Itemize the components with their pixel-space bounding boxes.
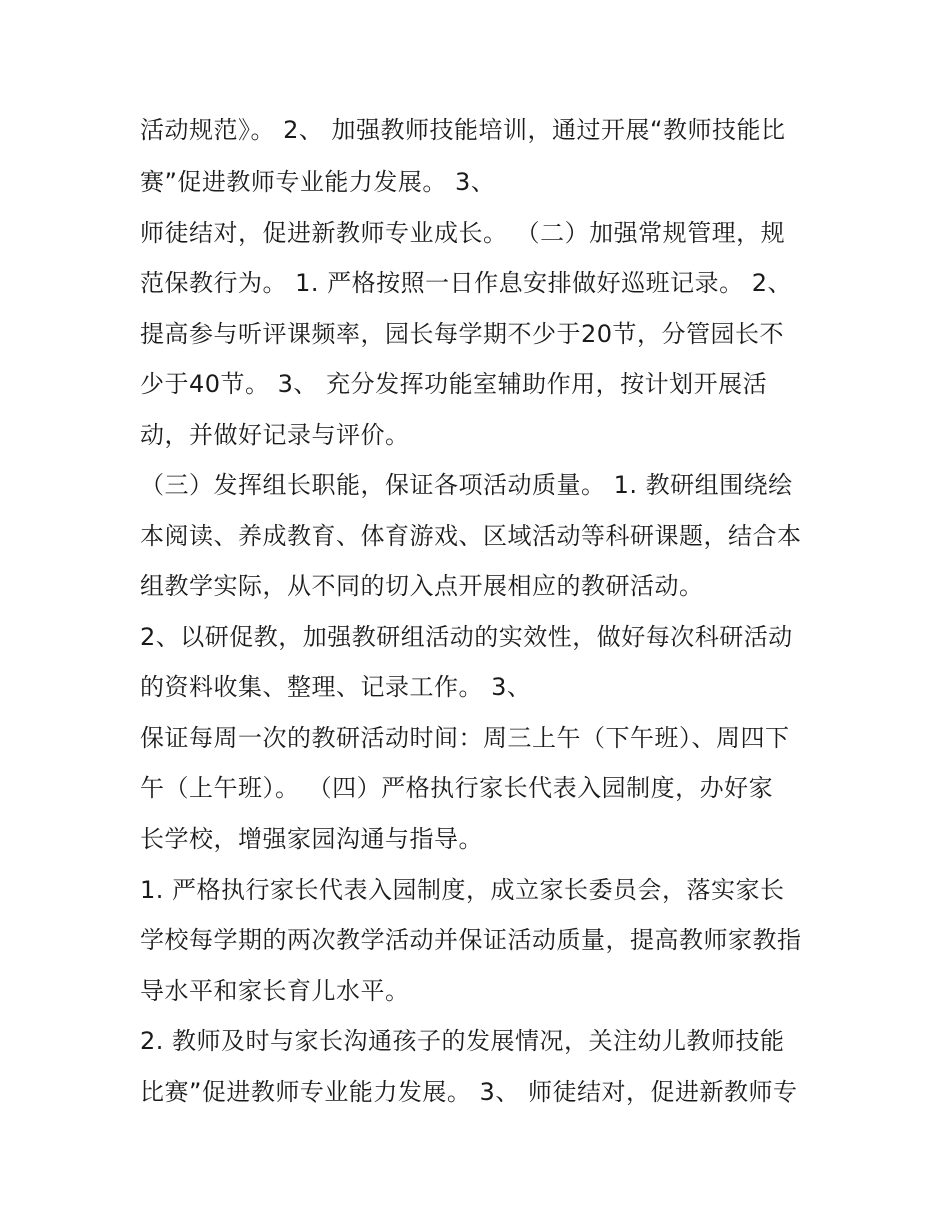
text-line: 组教学实际，从不同的切入点开展相应的教研活动。 bbox=[140, 572, 704, 600]
text-line: 范保教行为。 1. 严格按照一日作息安排做好巡班记录。 2、 bbox=[140, 269, 793, 297]
text-line: 少于40节。 3、 充分发挥功能室辅助作用，按计划开展活 bbox=[140, 370, 768, 398]
text-line: 比赛”促进教师专业能力发展。 3、 师徒结对，促进新教师专 bbox=[140, 1078, 798, 1106]
text-line: 1. 严格执行家长代表入园制度，成立家长委员会，落实家长 bbox=[140, 876, 785, 904]
text-line: 赛”促进教师专业能力发展。 3、 bbox=[140, 168, 496, 196]
text-line: 2、以研促教，加强教研组活动的实效性，做好每次科研活动 bbox=[140, 623, 793, 651]
text-line: 师徒结对，促进新教师专业成长。 （二）加强常规管理，规 bbox=[140, 219, 786, 247]
text-line: 提高参与听评课频率，园长每学期不少于20节，分管园长不 bbox=[140, 320, 785, 348]
text-line: 保证每周一次的教研活动时间：周三上午（下午班）、周四下 bbox=[140, 724, 790, 752]
text-line: 的资料收集、整理、记录工作。 3、 bbox=[140, 673, 532, 701]
text-line: 午（上午班）。 （四）严格执行家长代表入园制度，办好家 bbox=[140, 774, 774, 802]
text-line: 2. 教师及时与家长沟通孩子的发展情况，关注幼儿教师技能 bbox=[140, 1027, 785, 1055]
text-line: 学校每学期的两次教学活动并保证活动质量，提高教师家教指 bbox=[140, 926, 802, 954]
text-line: 导水平和家长育儿水平。 bbox=[140, 977, 410, 1005]
text-line: 动，并做好记录与评价。 bbox=[140, 421, 410, 449]
text-line: （三）发挥组长职能，保证各项活动质量。 1. 教研组围绕绘 bbox=[140, 471, 793, 499]
text-line: 本阅读、养成教育、体育游戏、区域活动等科研课题，结合本 bbox=[140, 522, 802, 550]
text-line: 长学校，增强家园沟通与指导。 bbox=[140, 825, 483, 853]
text-line: 活动规范》。 2、 加强教师技能培训，通过开展“教师技能比 bbox=[140, 116, 786, 144]
